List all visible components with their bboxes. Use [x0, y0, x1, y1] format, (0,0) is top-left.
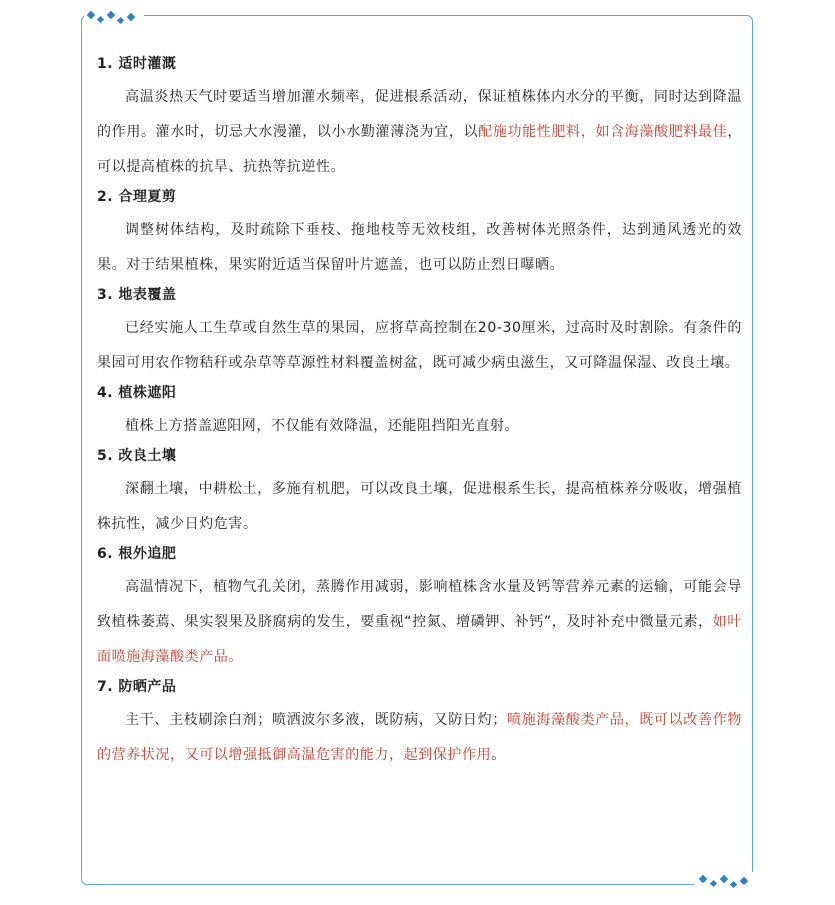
corner-decoration-top-left	[84, 8, 144, 30]
section-paragraph	[97, 703, 742, 773]
section-paragraph	[97, 570, 742, 675]
section-shading	[97, 383, 742, 444]
section-heading: 5. 改良土壤	[97, 448, 177, 464]
section-irrigation	[97, 54, 742, 185]
paragraph-text: 已经实施人工生草或自然生草的果园，应将草高控制在20-30厘米，过高时及时割除。有条件的果园可用农作物秸秆或杂草等草源性材料覆盖树盆，既可减少病虫滋生，又可降温保湿、改良土壤。	[97, 320, 742, 371]
highlighted-text: 喷施海藻酸类产品，既可以改善作物的营养状况，又可以增强抵御高温危害的能力，起到保护作用	[97, 712, 742, 763]
highlighted-text: 如叶面喷施海藻酸类产品。	[97, 614, 742, 665]
section-paragraph	[97, 472, 742, 542]
section-pruning	[97, 187, 742, 283]
section-foliar-feeding	[97, 544, 742, 675]
paragraph-text: 深翻土壤，中耕松土，多施有机肥，可以改良土壤，促进根系生长，提高植株养分吸收，增强植株抗性，减少日灼危害。	[97, 481, 742, 532]
paragraph-text: 调整树体结构，及时疏除下垂枝、拖地枝等无效枝组，改善树体光照条件，达到通风透光的效果。对于结果植株，果实附近适当保留叶片遮盖，也可以防止烈日曝晒。	[97, 222, 742, 273]
section-heading: 1. 适时灌溉	[97, 56, 177, 72]
section-paragraph	[97, 80, 742, 185]
paragraph-text: 植株上方搭盖遮阳网，不仅能有效降温，还能阻挡阳光直射。	[125, 418, 520, 434]
section-sun-protection	[97, 677, 742, 773]
paragraph-text: 主干、主枝刷涂白剂；喷洒波尔多液，既防病，又防日灼；	[125, 712, 507, 728]
document-body	[97, 50, 742, 775]
section-ground-cover	[97, 285, 742, 381]
highlighted-text: 配施功能性肥料，如含海藻酸肥料最佳	[478, 124, 728, 140]
paragraph-text: 高温炎热天气时要适当增加灌水频率，促进根系活动，保证植株体内水分的平衡，同时达到降温的作用。灌水时，切忌大水漫灌，以小水勤灌薄浇为宜，以	[97, 89, 742, 140]
paragraph-text-end: ，可以提高植株的抗旱、抗热等抗逆性。	[97, 124, 742, 175]
section-heading: 3. 地表覆盖	[97, 287, 177, 303]
paragraph-text-end: 。	[491, 747, 506, 763]
section-soil	[97, 446, 742, 542]
corner-decoration-bottom-right	[694, 872, 754, 894]
section-paragraph	[97, 311, 742, 381]
section-paragraph	[97, 409, 742, 444]
section-heading: 2. 合理夏剪	[97, 189, 177, 205]
paragraph-text: 高温情况下，植物气孔关闭，蒸腾作用减弱，影响植株含水量及钙等营养元素的运输，可能会导致植株萎蔫、果实裂果及脐腐病的发生，要重视“控氮、增磷钾、补钙”，及时补充中微量元素，	[97, 579, 742, 630]
section-heading: 7. 防晒产品	[97, 679, 177, 695]
section-heading: 4. 植株遮阳	[97, 385, 177, 401]
section-heading: 6. 根外追肥	[97, 546, 177, 562]
section-paragraph	[97, 213, 742, 283]
